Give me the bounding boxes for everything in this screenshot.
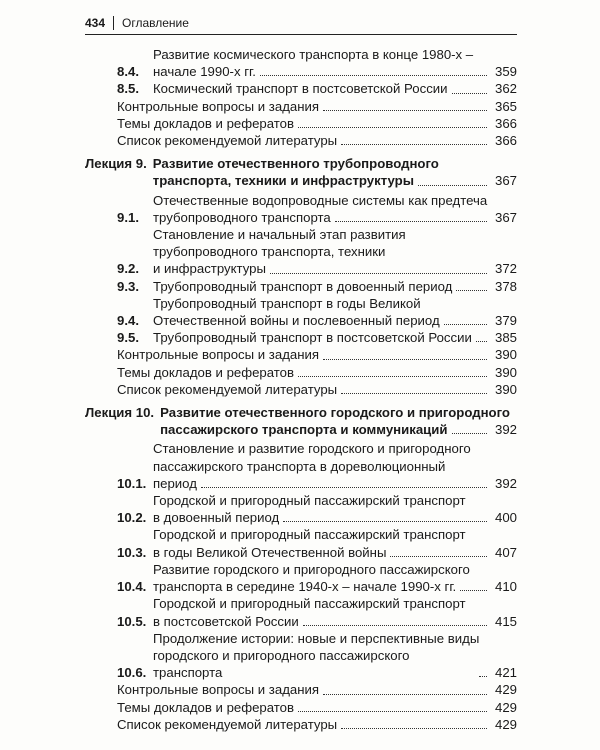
toc-section-entry — [85, 526, 517, 560]
leader-dots — [283, 521, 487, 522]
toc-section-entry — [85, 226, 517, 278]
toc-page-number: 365 — [494, 98, 517, 114]
toc-entry-title: Развитие отечественного городского и пригородного — [160, 405, 510, 421]
toc-entry-number: Лекция 9. — [85, 156, 147, 172]
toc-page-number: 385 — [494, 330, 517, 346]
toc-page-number: 379 — [494, 313, 517, 329]
toc-section-entry — [85, 46, 517, 80]
leader-dots — [303, 625, 487, 626]
leader-dots — [298, 127, 487, 128]
toc-entry-number: 10.5. — [117, 613, 147, 629]
toc-page-number: 429 — [494, 682, 517, 698]
toc-entry — [85, 716, 517, 733]
toc-section-entry — [85, 192, 517, 226]
toc-entry-title: Список рекомендуемой литературы — [117, 133, 338, 149]
leader-dots — [460, 590, 487, 591]
toc-page-number: 400 — [494, 510, 517, 526]
leader-dots — [444, 324, 487, 325]
toc-entry-title: Контрольные вопросы и задания — [117, 347, 320, 363]
toc-entry-number: 10.6. — [117, 665, 147, 681]
page-header — [85, 12, 517, 35]
toc-entry-title: Космический транспорт в постсоветской России — [153, 81, 448, 97]
toc-entry-title: Трубопроводный транспорт в постсоветской России — [153, 330, 472, 346]
leader-dots — [270, 273, 487, 274]
toc-entry-title: Отечественные водопроводные системы как предтеча — [153, 192, 488, 208]
toc-entry — [85, 381, 517, 398]
leader-dots — [341, 393, 487, 394]
toc-entry-number: Лекция 10. — [85, 405, 155, 421]
toc-entry — [85, 364, 517, 381]
toc-page-number: 410 — [494, 579, 517, 595]
toc-entry — [85, 346, 517, 363]
toc-lecture-entry — [85, 155, 517, 189]
toc-page-number: 378 — [494, 278, 517, 294]
toc-entry-title: Развитие отечественного трубопроводного — [152, 156, 439, 172]
toc-entry-title: Темы докладов и рефератов — [117, 364, 295, 380]
toc-entry-number: 10.3. — [117, 544, 147, 560]
toc-entry-number: 9.1. — [117, 209, 139, 225]
toc-section-entry — [85, 278, 517, 295]
leader-dots — [323, 359, 487, 360]
toc-entry-title: транспорта, техники и инфраструктуры — [152, 173, 414, 189]
toc-entry-number: 10.2. — [117, 510, 147, 526]
toc-entry-number: 9.3. — [117, 278, 139, 294]
toc-entry-number: 10.1. — [117, 475, 147, 491]
toc-entry-title: Список рекомендуемой литературы — [117, 716, 338, 732]
toc-page-number: 367 — [494, 173, 517, 189]
toc-section-entry — [85, 80, 517, 97]
toc-page-number: 407 — [494, 544, 517, 560]
toc-entry-title: Продолжение истории: новые и перспективные виды — [153, 630, 480, 646]
running-title: Оглавление — [122, 16, 189, 30]
toc-entry-number: 9.5. — [117, 330, 139, 346]
toc-entry-title: в постсоветской России — [153, 613, 299, 629]
toc-entry-title: Трубопроводный транспорт в годы Великой — [153, 295, 421, 311]
toc-entry-title: Городской и пригородный пассажирский транспорт — [153, 596, 466, 612]
toc-page-number: 366 — [494, 133, 517, 149]
toc-page-number: 366 — [494, 115, 517, 131]
toc-entry-number: 10.4. — [117, 579, 147, 595]
toc-entry-title: транспорта в середине 1940-х – начале 1990-х гг. — [153, 579, 457, 595]
toc-section-entry — [85, 492, 517, 526]
leader-dots — [201, 487, 487, 488]
toc-entry-number: 9.4. — [117, 313, 139, 329]
toc-entry-title: Городской и пригородный пассажирский транспорт — [153, 493, 466, 509]
leader-dots — [341, 728, 487, 729]
toc-entry-title: Становление и развитие городского и пригородного — [153, 441, 471, 457]
toc-page-number: 392 — [494, 422, 517, 438]
toc-page-number: 429 — [494, 716, 517, 732]
leader-dots — [418, 185, 487, 186]
toc-entry-title: и инфраструктуры — [153, 261, 266, 277]
toc-entry-title: Контрольные вопросы и задания — [117, 98, 320, 114]
toc-entry — [85, 115, 517, 132]
toc-page-number: 372 — [494, 261, 517, 277]
toc-entry-title: Развитие городского и пригородного пассажирского — [153, 561, 470, 577]
table-of-contents — [85, 46, 517, 733]
leader-dots — [452, 93, 487, 94]
toc-entry-title: Контрольные вопросы и задания — [117, 682, 320, 698]
leader-dots — [456, 290, 487, 291]
toc-lecture-entry — [85, 404, 517, 438]
toc-entry-number: 8.5. — [117, 81, 139, 97]
toc-entry-title: Темы докладов и рефератов — [117, 699, 295, 715]
toc-page-number: 392 — [494, 475, 517, 491]
toc-page-number: 415 — [494, 613, 517, 629]
toc-page-number: 359 — [494, 64, 517, 80]
toc-page-number: 390 — [494, 381, 517, 397]
toc-entry-title: Трубопроводный транспорт в довоенный период — [153, 278, 453, 294]
toc-entry-title: пассажирского транспорта и коммуникаций — [160, 422, 448, 438]
toc-entry-title: трубопроводного транспорта, техники — [153, 244, 386, 260]
toc-page-number: 429 — [494, 699, 517, 715]
toc-entry — [85, 681, 517, 698]
leader-dots — [298, 376, 487, 377]
toc-entry — [85, 132, 517, 149]
leader-dots — [260, 75, 487, 76]
toc-entry-title: трубопроводного транспорта — [153, 209, 331, 225]
toc-section-entry — [85, 440, 517, 492]
toc-section-entry — [85, 630, 517, 682]
toc-section-entry — [85, 295, 517, 329]
toc-page-number: 362 — [494, 81, 517, 97]
leader-dots — [390, 556, 487, 557]
toc-entry-title: период — [153, 475, 197, 491]
toc-entry-title: Отечественной войны и послевоенный период — [153, 313, 440, 329]
toc-section-entry — [85, 561, 517, 595]
toc-entry-title: Развитие космического транспорта в конце 1980-х – — [153, 47, 474, 62]
toc-section-entry — [85, 595, 517, 629]
toc-entry-title: начале 1990-х гг. — [153, 64, 256, 80]
leader-dots — [323, 110, 487, 111]
toc-section-entry — [85, 329, 517, 346]
toc-entry-title: в годы Великой Отечественной войны — [153, 544, 387, 560]
leader-dots — [452, 433, 487, 434]
toc-page-number: 390 — [494, 364, 517, 380]
leader-dots — [479, 676, 487, 677]
toc-entry-title: Темы докладов и рефератов — [117, 115, 295, 131]
toc-page-number: 421 — [494, 665, 517, 681]
toc-entry — [85, 98, 517, 115]
toc-page-number: 367 — [494, 209, 517, 225]
toc-entry-number: 9.2. — [117, 261, 139, 277]
toc-entry-title: Список рекомендуемой литературы — [117, 381, 338, 397]
leader-dots — [335, 221, 487, 222]
page-number: 434 — [85, 16, 114, 30]
toc-entry-title: пассажирского транспорта в дореволюционный — [153, 458, 446, 474]
toc-entry-title: Становление и начальный этап развития — [153, 227, 406, 243]
toc-page-number: 390 — [494, 347, 517, 363]
toc-entry-title: Городской и пригородный пассажирский транспорт — [153, 527, 466, 543]
toc-entry-title: в довоенный период — [153, 510, 280, 526]
leader-dots — [298, 711, 487, 712]
toc-entry-title: городского и пригородного пассажирского транспорта — [153, 647, 410, 681]
toc-entry — [85, 699, 517, 716]
leader-dots — [476, 341, 487, 342]
leader-dots — [341, 144, 487, 145]
toc-entry-number: 8.4. — [117, 64, 139, 80]
leader-dots — [323, 694, 487, 695]
